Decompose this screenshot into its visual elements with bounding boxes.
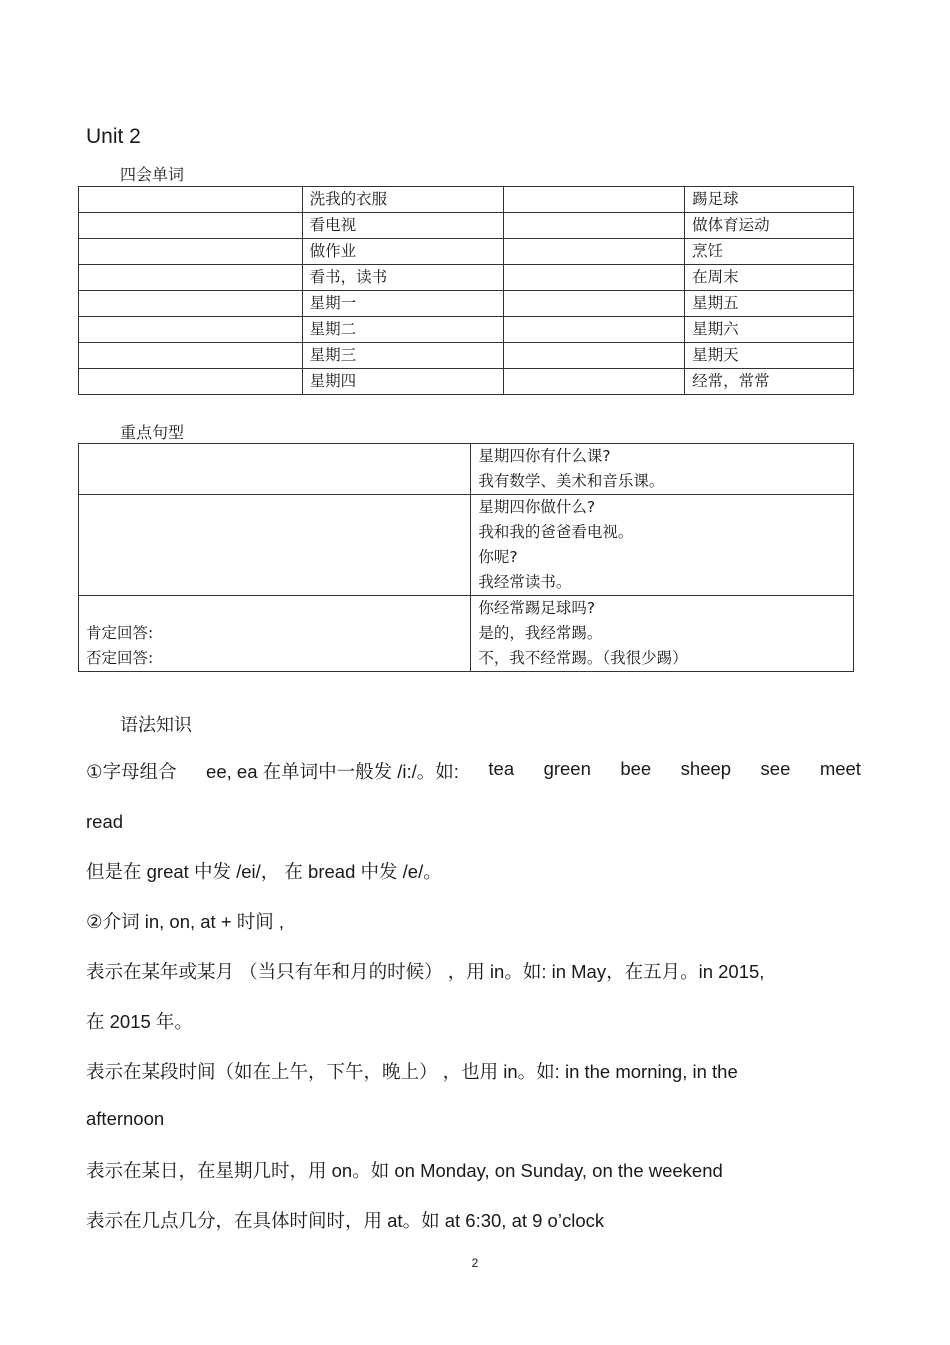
grammar-p1-head: ①字母组合: [86, 761, 177, 782]
grammar-p1-word: green: [543, 758, 591, 779]
vocab-cell: [79, 291, 303, 317]
grammar-p1-word: see: [760, 758, 791, 779]
vocab-row: [79, 291, 854, 317]
sentence-line: 是的，我经常踢。: [478, 624, 603, 642]
vocab-cell: 做作业: [302, 239, 504, 265]
vocab-cell: 星期六: [685, 317, 854, 343]
vocab-row: [79, 343, 854, 369]
vocab-cell: 踢足球: [685, 187, 854, 213]
grammar-p2: 但是在 great 中发 /ei/， 在 bread 中发 /e/。: [86, 861, 442, 882]
vocab-row: [79, 369, 854, 395]
sentence-line: 肯定回答:: [86, 624, 154, 642]
grammar-p6: 表示在某段时间（如在上午，下午，晚上） ，也用 in。如: in the morning, in the: [86, 1061, 738, 1082]
sentence-table: [78, 443, 854, 672]
sentence-line: [86, 570, 463, 595]
page-number: 2: [471, 1256, 479, 1270]
sentence-line: [86, 520, 463, 545]
sentence-cell-right: [471, 495, 854, 596]
grammar-p1-cont: read: [86, 811, 124, 832]
sentence-row: [79, 444, 854, 495]
sentence-line: [86, 495, 463, 520]
vocab-cell: [504, 265, 685, 291]
grammar-p1-word: bee: [620, 758, 652, 779]
sentence-line: [86, 444, 463, 469]
sentence-line: 你呢?: [478, 548, 518, 566]
vocab-cell: 经常，常常: [685, 369, 854, 395]
vocab-cell: [79, 369, 303, 395]
sentence-line: 星期四你有什么课?: [478, 447, 611, 465]
vocab-cell: [79, 239, 303, 265]
sentence-line: 否定回答:: [86, 649, 154, 667]
vocab-cell: [504, 239, 685, 265]
vocab-cell: 看书，读书: [302, 265, 504, 291]
vocab-section-label: 四会单词: [120, 165, 185, 184]
vocab-cell: 星期五: [685, 291, 854, 317]
vocab-cell: [79, 265, 303, 291]
vocab-cell: [504, 291, 685, 317]
sentence-row: [79, 596, 854, 672]
vocab-row: [79, 265, 854, 291]
sentence-section-label: 重点句型: [120, 423, 185, 442]
grammar-p8: 表示在某日，在星期几时，用 on。如 on Monday, on Sunday, on the weekend: [86, 1160, 723, 1181]
vocab-cell: [79, 213, 303, 239]
vocab-row: [79, 239, 854, 265]
sentence-line: [86, 545, 463, 570]
sentence-line: 我经常读书。: [478, 573, 572, 591]
vocab-cell: [504, 369, 685, 395]
vocab-cell: 星期四: [302, 369, 504, 395]
sentence-line: 我和我的爸爸看电视。: [478, 523, 634, 541]
vocab-cell: 做体育运动: [685, 213, 854, 239]
grammar-p1-word: tea: [488, 758, 515, 779]
grammar-p7: afternoon: [86, 1108, 165, 1129]
sentence-line: 我有数学、美术和音乐课。: [478, 472, 665, 490]
sentence-cell-left: [79, 495, 471, 596]
sentence-row: [79, 495, 854, 596]
vocab-cell: 烹饪: [685, 239, 854, 265]
grammar-p1: [86, 758, 861, 784]
sentence-line: 你经常踢足球吗?: [478, 599, 596, 617]
sentence-line: 星期四你做什么?: [478, 498, 596, 516]
grammar-p4: 表示在某年或某月 （当只有年和月的时候） ，用 in。如: in May，在五月。in 2015,: [86, 961, 765, 982]
vocab-cell: [79, 317, 303, 343]
grammar-p1-word: ee, ea 在单词中一般发 /i:/。如:: [206, 761, 459, 782]
vocab-cell: [79, 187, 303, 213]
vocab-cell: [504, 187, 685, 213]
vocab-row: [79, 187, 854, 213]
vocab-cell: 在周末: [685, 265, 854, 291]
grammar-p5: 在 2015 年。: [86, 1011, 193, 1032]
sentence-line: 不，我不经常踢。（我很少踢）: [478, 649, 688, 667]
sentence-line: [86, 596, 463, 621]
sentence-cell-right: [471, 444, 854, 495]
vocab-cell: 星期二: [302, 317, 504, 343]
sentence-cell-left: [79, 444, 471, 495]
grammar-p3: ②介词 in, on, at + 时间 ,: [86, 911, 285, 932]
sentence-cell-left: [79, 596, 471, 672]
grammar-section-label: 语法知识: [120, 715, 192, 736]
grammar-p1-word: sheep: [680, 758, 732, 779]
vocab-cell: 星期三: [302, 343, 504, 369]
vocab-row: [79, 213, 854, 239]
vocab-cell: 星期一: [302, 291, 504, 317]
grammar-p1-word: meet: [819, 758, 861, 779]
sentence-line: [86, 469, 463, 494]
vocab-cell: 看电视: [302, 213, 504, 239]
vocab-cell: [79, 343, 303, 369]
vocab-cell: 洗我的衣服: [302, 187, 504, 213]
unit-title: Unit 2: [86, 125, 141, 148]
grammar-p9: 表示在几点几分，在具体时间时，用 at。如 at 6:30, at 9 o’clock: [86, 1210, 605, 1231]
vocab-cell: 星期天: [685, 343, 854, 369]
vocab-row: [79, 317, 854, 343]
sentence-cell-right: [471, 596, 854, 672]
vocab-cell: [504, 213, 685, 239]
vocab-table: [78, 186, 854, 395]
vocab-cell: [504, 317, 685, 343]
vocab-cell: [504, 343, 685, 369]
